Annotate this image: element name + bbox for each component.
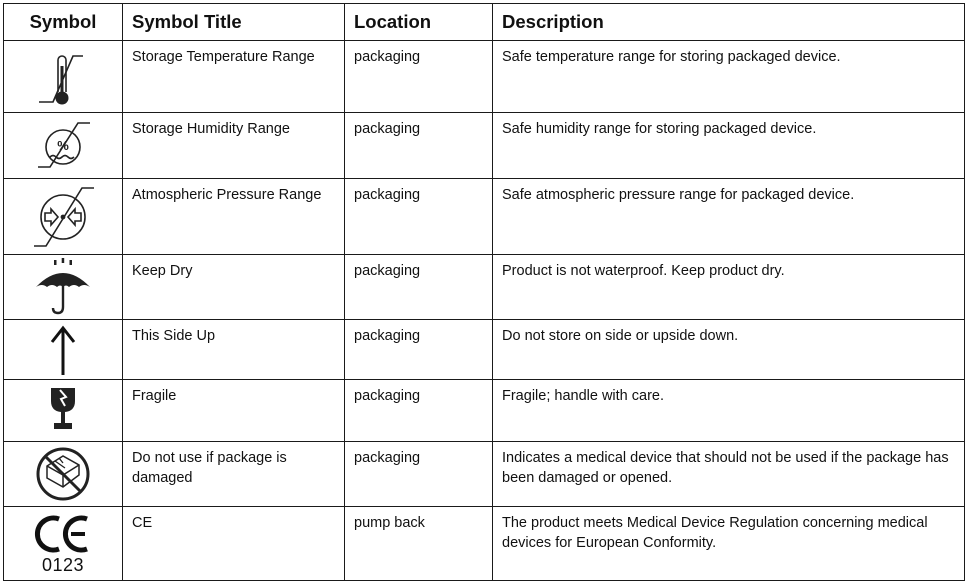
symbol-cell [4, 255, 123, 320]
table-row [4, 442, 965, 507]
table-row [4, 41, 965, 113]
table-row [4, 255, 965, 320]
ce-mark-icon [33, 513, 93, 555]
symbol-location: packaging [345, 255, 493, 320]
header-description: Description [493, 4, 965, 41]
symbol-description: Safe atmospheric pressure range for packaged device. [493, 179, 965, 255]
symbols-table [3, 3, 965, 581]
symbol-title: Do not use if package is damaged [123, 442, 345, 507]
symbol-cell [4, 380, 123, 442]
symbol-location: packaging [345, 380, 493, 442]
symbol-title: This Side Up [123, 320, 345, 380]
ce-mark [4, 513, 122, 574]
symbol-cell [4, 442, 123, 507]
damaged-package-icon [33, 444, 93, 504]
table-row [4, 380, 965, 442]
table-row [4, 320, 965, 380]
symbol-description: Do not store on side or upside down. [493, 320, 965, 380]
symbol-title: CE [123, 507, 345, 581]
symbol-title: Atmospheric Pressure Range [123, 179, 345, 255]
table-row [4, 179, 965, 255]
symbol-location: packaging [345, 41, 493, 113]
symbol-location: packaging [345, 320, 493, 380]
arrow-up-icon [43, 323, 83, 377]
header-symbol-title: Symbol Title [123, 4, 345, 41]
symbol-description: Safe humidity range for storing packaged device. [493, 113, 965, 179]
storage-temperature-icon [33, 44, 93, 110]
symbol-cell [4, 507, 123, 581]
symbol-description: The product meets Medical Device Regulation concerning medical devices for European Conformity. [493, 507, 965, 581]
symbol-location: packaging [345, 442, 493, 507]
symbol-description: Safe temperature range for storing packaged device. [493, 41, 965, 113]
symbol-cell [4, 113, 123, 179]
table-row [4, 113, 965, 179]
symbol-cell [4, 320, 123, 380]
symbol-location: packaging [345, 179, 493, 255]
ce-notified-body-number: 0123 [41, 555, 85, 575]
symbol-location: packaging [345, 113, 493, 179]
header-symbol: Symbol [4, 4, 123, 41]
symbol-title: Keep Dry [123, 255, 345, 320]
umbrella-icon [33, 257, 93, 317]
table-row [4, 507, 965, 581]
symbol-description: Indicates a medical device that should not be used if the package has been damaged or opened. [493, 442, 965, 507]
symbol-cell [4, 41, 123, 113]
broken-glass-icon [43, 385, 83, 437]
header-row [4, 4, 965, 41]
atmospheric-pressure-icon [30, 182, 96, 252]
header-location: Location [345, 4, 493, 41]
symbol-title: Storage Humidity Range [123, 113, 345, 179]
symbol-title: Storage Temperature Range [123, 41, 345, 113]
symbol-location: pump back [345, 507, 493, 581]
symbol-description: Product is not waterproof. Keep product dry. [493, 255, 965, 320]
svg-text:%: % [57, 137, 69, 153]
symbol-description: Fragile; handle with care. [493, 380, 965, 442]
storage-humidity-icon [32, 117, 94, 175]
symbol-cell [4, 179, 123, 255]
symbol-title: Fragile [123, 380, 345, 442]
